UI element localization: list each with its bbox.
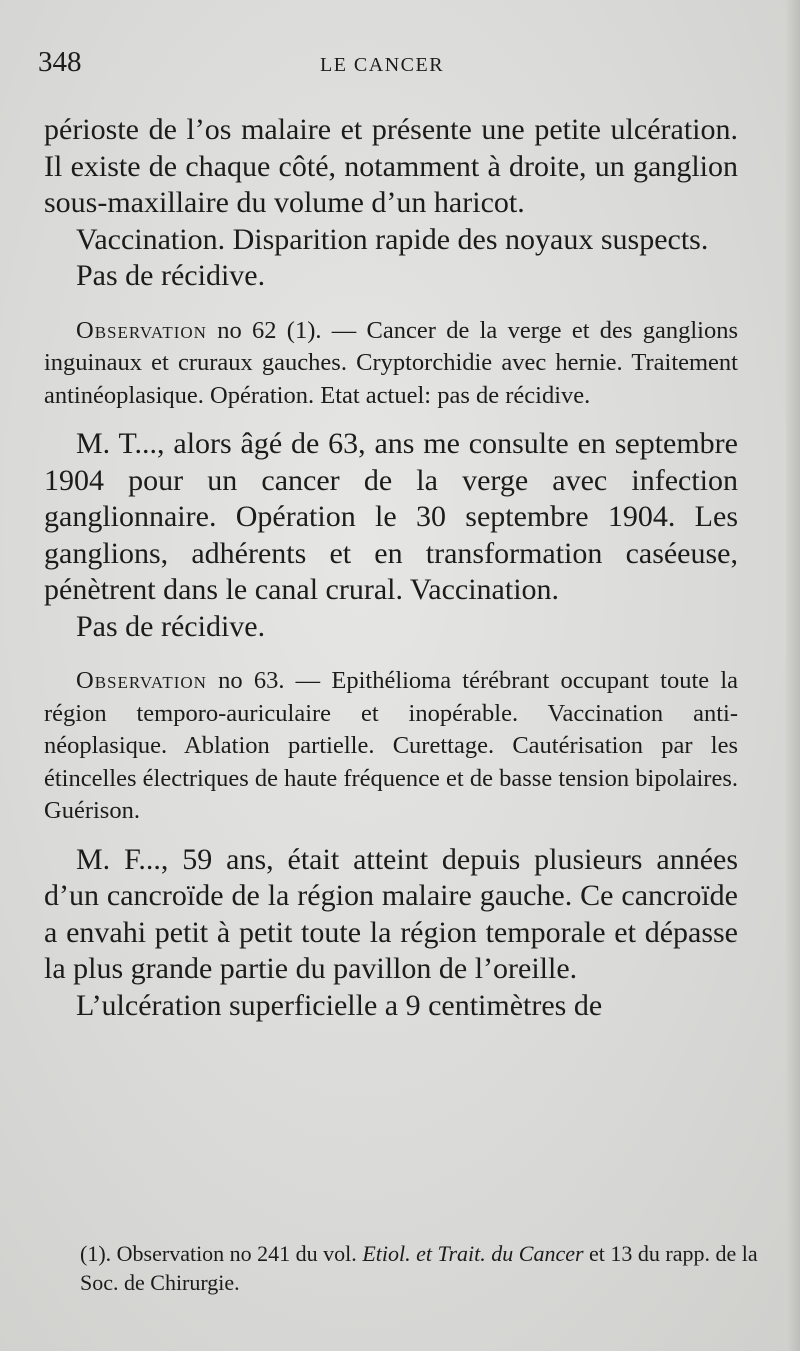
running-title: LE CANCER — [320, 54, 445, 76]
observation-62-summary: Cancer de la verge et des ganglions inguinaux et cruraux gauches. Cryptorchidie avec hernie. Traitement antinéoplasique. Opération. Etat actuel: pas de récidive. — [44, 316, 738, 409]
paragraph-no-recurrence: Pas de récidive. — [76, 259, 266, 292]
observation-62-number: no 62 (1). — — [217, 316, 357, 344]
paragraph-no-recurrence-2: Pas de récidive. — [76, 609, 266, 643]
paragraph-continued: périoste de l’os malaire et présente une petite ulcération. Il existe de chaque côté, notamment à droite, un ganglion sous-maxillaire du volume d’un haricot. — [44, 113, 738, 219]
body-text — [44, 112, 738, 1024]
page-edge-shadow — [786, 0, 800, 1351]
observation-63-summary: Epithélioma térébrant occupant toute la région temporo-auriculaire et inopérable. Vaccination anti-néoplasique. Ablation partielle. Curettage. Cautérisation par les étincelles électriques de haute fréquence et de basse tension bipolaires. Guérison. — [44, 667, 739, 824]
footnote-text-b: et 13 du rapp. de la Soc. de Chirurgie. — [80, 1241, 758, 1295]
paragraph-ulceration: L’ulcération superficielle a 9 centimètres de — [76, 988, 603, 1022]
observation-63-number: no 63. — — [218, 667, 321, 694]
footnote-marker: (1). — [80, 1241, 112, 1266]
observation-62-heading — [44, 315, 738, 413]
page-header — [38, 44, 738, 84]
footnote-line-1 — [58, 1239, 758, 1297]
paragraph-case-mt: M. T..., alors âgé de 63, ans me consulte en septembre 1904 pour un cancer de la verge avec infection ganglionnaire. Opération le 30 septembre 1904. Les ganglions, adhérents et en transformation caséeuse, pénètrent dans le canal crural. Vaccination. — [44, 427, 738, 606]
page-number: 348 — [38, 46, 82, 78]
observation-63-heading — [44, 665, 738, 828]
footnote — [58, 1239, 758, 1297]
observation-63-label: Observation — [76, 667, 207, 694]
footnote-italic-title: Etiol. et Trait. du Cancer — [362, 1241, 584, 1266]
paragraph-case-mf: M. F..., 59 ans, était atteint depuis plusieurs années d’un cancroïde de la région malaire gauche. Ce cancroïde a envahi petit à petit toute la région temporale et dépasse la plus grande partie du pavillon de l’oreille. — [44, 842, 738, 985]
paragraph-vaccination: Vaccination. Disparition rapide des noyaux suspects. — [76, 222, 709, 256]
observation-62-label: Observation — [76, 316, 207, 344]
footnote-text-a: Observation no 241 du vol. — [116, 1241, 357, 1266]
